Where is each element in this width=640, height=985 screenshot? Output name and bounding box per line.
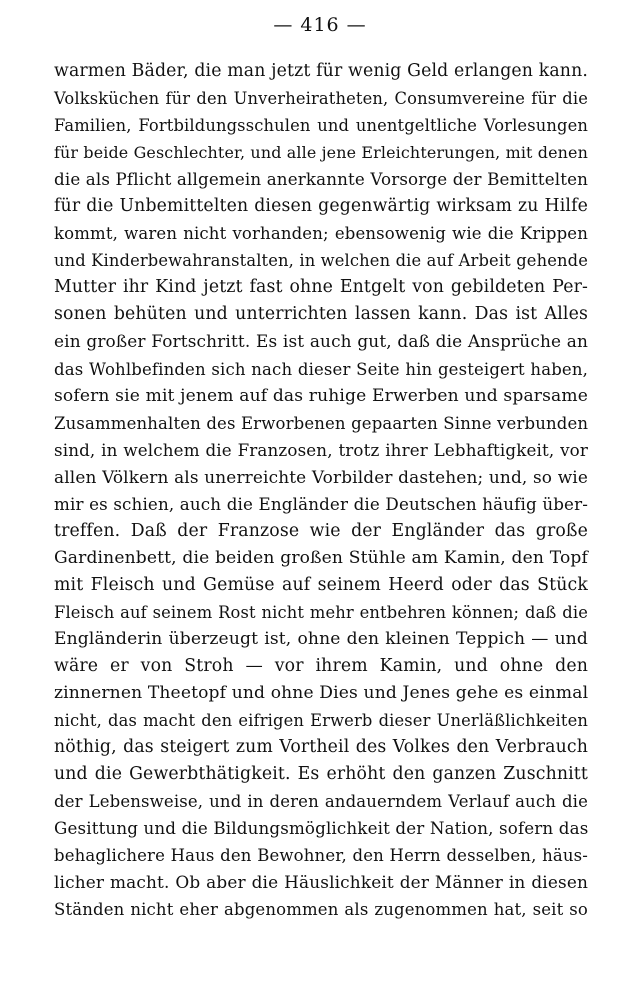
text-line: kommt, waren nicht vorhanden; ebensowenig wie die Krippen: [54, 224, 588, 244]
text-line: und Kinderbewahranstalten, in welchen die auf Arbeit gehende: [54, 251, 588, 271]
text-line: ein großer Fortschritt. Es ist auch gut, daß die Ansprüche an: [54, 331, 588, 352]
text-line: sonen behüten und unterrichten lassen kann. Das ist Alles: [54, 304, 588, 325]
text-line: Gardinenbett, die beiden großen Stühle am Kamin, den Topf: [54, 547, 588, 568]
text-line: wäre er von Stroh — vor ihrem Kamin, und ohne den: [54, 656, 588, 677]
page-number: — 416 —: [273, 14, 367, 36]
text-line: nicht, das macht den eifrigen Erwerb dieser Unerläßlichkeiten: [54, 711, 588, 731]
text-line: allen Völkern als unerreichte Vorbilder dastehen; und, so wie: [54, 466, 588, 487]
text-line: für beide Geschlechter, und alle jene Erleichterungen, mit denen: [54, 143, 588, 163]
text-line: mir es schien, auch die Engländer die Deutschen häufig über-: [54, 493, 588, 514]
text-line: Fleisch auf seinem Rost nicht mehr entbehren können; daß die: [54, 602, 588, 622]
text-line: behaglichere Haus den Bewohner, den Herrn desselben, häus-: [54, 846, 588, 866]
body-text: [54, 58, 588, 924]
text-line: zinnernen Theetopf und ohne Dies und Jenes gehe es einmal: [54, 683, 589, 704]
text-line: Zusammenhalten des Erworbenen gepaarten Sinne verbunden: [54, 413, 589, 433]
text-line: Engländerin überzeugt ist, ohne den kleinen Teppich — und: [54, 628, 588, 649]
text-line: sofern sie mit jenem auf das ruhige Erwerben und sparsame: [54, 385, 588, 406]
text-line: das Wohlbefinden sich nach dieser Seite hin gesteigert haben,: [54, 359, 588, 379]
text-line: der Lebensweise, und in deren andauerndem Verlauf auch die: [54, 792, 588, 812]
text-line: sind, in welchem die Franzosen, trotz ihrer Lebhaftigkeit, vor: [54, 439, 588, 460]
text-line: für die Unbemittelten diesen gegenwärtig wirksam zu Hilfe: [54, 196, 588, 217]
text-line: die als Pflicht allgemein anerkannte Vorsorge der Bemittelten: [54, 169, 589, 190]
text-line: und die Gewerbthätigkeit. Es erhöht den ganzen Zuschnitt: [54, 764, 588, 785]
text-line: treffen. Daß der Franzose wie der Engländer das große: [54, 520, 588, 541]
text-line: Ständen nicht eher abgenommen als zugenommen hat, seit so: [54, 900, 588, 920]
text-line: Familien, Fortbildungsschulen und unentgeltliche Vorlesungen: [54, 116, 588, 136]
text-line: licher macht. Ob aber die Häuslichkeit der Männer in diesen: [54, 872, 588, 893]
text-line: Gesittung und die Bildungsmöglichkeit der Nation, sofern das: [54, 818, 589, 839]
text-line: Mutter ihr Kind jetzt fast ohne Entgelt von gebildeten Per-: [54, 277, 588, 298]
text-line: nöthig, das steigert zum Vortheil des Volkes den Verbrauch: [54, 737, 588, 758]
text-line: mit Fleisch und Gemüse auf seinem Heerd oder das Stück: [54, 574, 588, 595]
text-line: Volksküchen für den Unverheiratheten, Consumvereine für die: [54, 89, 588, 109]
text-line: warmen Bäder, die man jetzt für wenig Geld erlangen kann.: [54, 61, 588, 81]
